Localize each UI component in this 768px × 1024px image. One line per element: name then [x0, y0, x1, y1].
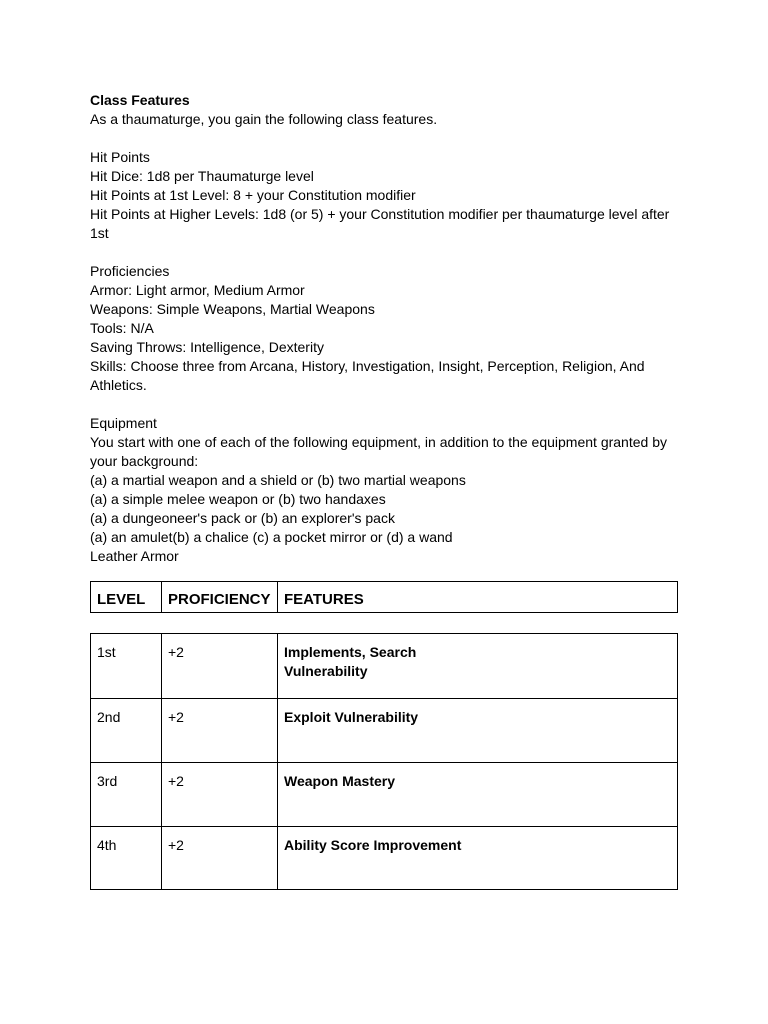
table-row: [91, 763, 678, 827]
saving-throws-text: Saving Throws: Intelligence, Dexterity: [90, 339, 324, 355]
table-row: [91, 634, 678, 699]
section-heading: Class Features: [90, 92, 190, 108]
cell-proficiency: +2: [162, 763, 278, 827]
intro-text: As a thaumaturge, you gain the following class features.: [90, 111, 438, 127]
cell-features: [278, 634, 678, 699]
hp-first-level-text: Hit Points at 1st Level: 8 + your Constitution modifier: [90, 187, 416, 203]
level-table: [90, 633, 678, 890]
equipment-title: Equipment: [90, 415, 157, 431]
equipment-option-4: (a) an amulet(b) a chalice (c) a pocket mirror or (d) a wand: [90, 529, 453, 545]
level-table-header: [90, 581, 678, 613]
proficiencies-title: Proficiencies: [90, 263, 170, 279]
hit-points-title: Hit Points: [90, 149, 150, 165]
weapons-text: Weapons: Simple Weapons, Martial Weapons: [90, 301, 375, 317]
cell-level: 4th: [91, 827, 162, 890]
cell-proficiency: +2: [162, 827, 278, 890]
equipment-option-3: (a) a dungeoneer's pack or (b) an explorer's pack: [90, 510, 395, 526]
cell-proficiency: +2: [162, 699, 278, 763]
skills-text: Skills: Choose three from Arcana, History, Investigation, Insight, Perception, Religion, And Athletics.: [90, 358, 645, 393]
cell-level: 2nd: [91, 699, 162, 763]
cell-features: Exploit Vulnerability: [278, 699, 678, 763]
tools-text: Tools: N/A: [90, 320, 154, 336]
header-features: FEATURES: [278, 582, 678, 613]
hit-dice-text: Hit Dice: 1d8 per Thaumaturge level: [90, 168, 314, 184]
header-proficiency: PROFICIENCY: [162, 582, 278, 613]
hp-higher-levels-text: Hit Points at Higher Levels: 1d8 (or 5) + your Constitution modifier per thaumaturge level after 1st: [90, 206, 670, 241]
document-body: [90, 91, 680, 566]
cell-level: 3rd: [91, 763, 162, 827]
table-row: [91, 827, 678, 890]
features-text: Implements, Search Vulnerability: [284, 644, 417, 679]
cell-features: Weapon Mastery: [278, 763, 678, 827]
cell-features: Ability Score Improvement: [278, 827, 678, 890]
cell-level: 1st: [91, 634, 162, 699]
equipment-intro-text: You start with one of each of the following equipment, in addition to the equipment granted by your background:: [90, 434, 667, 469]
cell-proficiency: +2: [162, 634, 278, 699]
equipment-armor: Leather Armor: [90, 548, 179, 564]
equipment-option-1: (a) a martial weapon and a shield or (b) two martial weapons: [90, 472, 466, 488]
table-row: [91, 699, 678, 763]
equipment-option-2: (a) a simple melee weapon or (b) two handaxes: [90, 491, 386, 507]
armor-text: Armor: Light armor, Medium Armor: [90, 282, 305, 298]
header-level: LEVEL: [91, 582, 162, 613]
